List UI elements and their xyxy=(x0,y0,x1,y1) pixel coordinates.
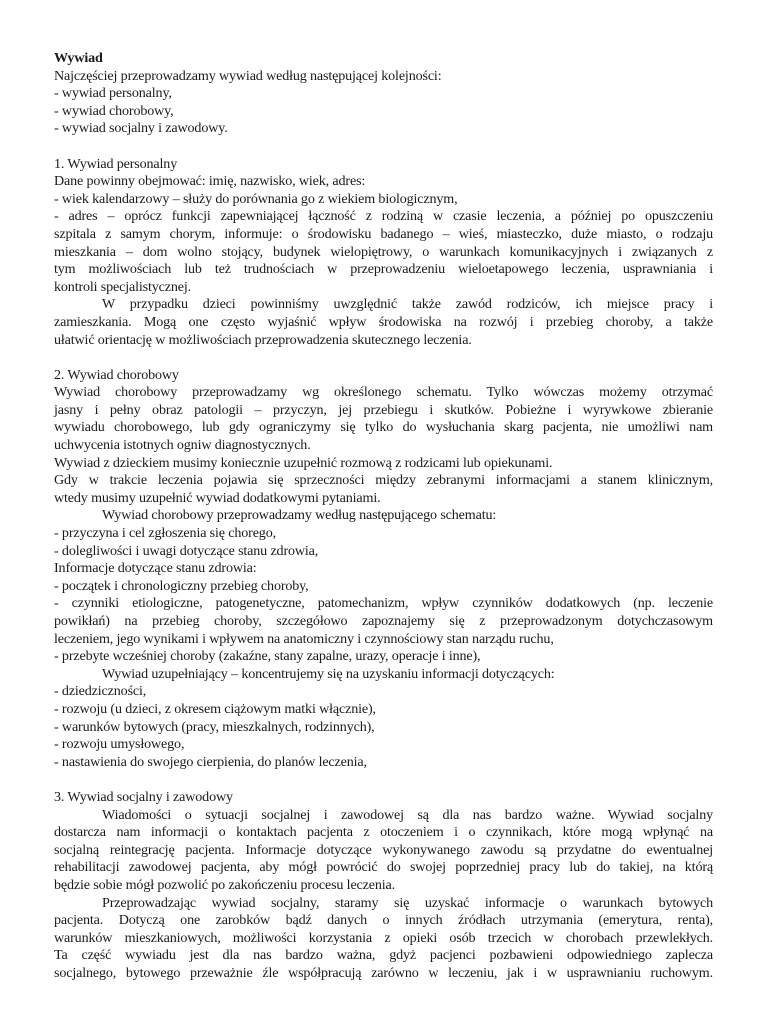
paragraph-line: Przeprowadzając wywiad socjalny, staramy się uzyskać informacje o warunkach bytowych xyxy=(102,894,713,911)
blank-line xyxy=(54,138,713,156)
paragraph-line: pacjenta. Dotyczą one zarobków bądź danych o innych źródłach utrzymania (emerytura, renta), xyxy=(54,912,713,929)
paragraph-line: Ta część wywiadu jest dla nas bardzo ważna, gdyż pacjenci pozbawieni odpowiedniego zaplecza xyxy=(54,947,713,964)
blank-line xyxy=(54,771,713,789)
intro-list-item: - wywiad chorobowy, xyxy=(54,102,174,119)
paragraph-line: dostarcza nam informacji o kontaktach pacjenta z otoczeniem i o czynnikach, które mogą wpłynąć na xyxy=(54,824,713,841)
paragraph-line: - adres – oprócz funkcji zapewniającej łączność z rodziną w czasie leczenia, a później po opuszczeniu xyxy=(54,208,713,225)
paragraph-line: Wywiad uzupełniający – koncentrujemy się na uzyskaniu informacji dotyczących: xyxy=(102,665,555,682)
paragraph-line: Wywiad chorobowy przeprowadzamy według następującego schematu: xyxy=(102,507,497,524)
intro-list-item: - wywiad socjalny i zawodowy. xyxy=(54,120,228,137)
paragraph-line: Dane powinny obejmować: imię, nazwisko, wiek, adres: xyxy=(54,173,366,190)
list-item: - początek i chronologiczny przebieg choroby, xyxy=(54,577,309,594)
paragraph-line: tym możliwościach lub też trudnościach w przeprowadzeniu wieloetapowego leczenia, usprawniania i xyxy=(54,261,713,278)
paragraph-line: powikłań) na przebieg choroby, szczegółowo zapoznajemy się z przeprowadzonym dotychczasowym xyxy=(54,613,713,629)
paragraph-line: wtedy musimy uzupełnić wywiad dodatkowymi pytaniami. xyxy=(54,489,381,506)
paragraph-line: mieszkania – dom wolno stojący, budynek wielopiętrowy, o warunkach komunikacyjnych i związanych z xyxy=(54,243,713,260)
blank-line xyxy=(54,349,713,367)
section-heading: 3. Wywiad socjalny i zawodowy xyxy=(54,788,233,805)
paragraph-line: Informacje dotyczące stanu zdrowia: xyxy=(54,560,257,577)
section-heading: 2. Wywiad chorobowy xyxy=(54,366,179,383)
paragraph-line: rehabilitacji zawodowej pacjenta, aby mógł powrócić do swojej poprzedniej pracy lub do takiej, na którą xyxy=(54,859,713,876)
paragraph-line: warunków mieszkaniowych, możliwości korzystania z opieki osób trzecich w chorobach przewlekłych. xyxy=(54,929,713,946)
paragraph-line: jasny i pełny obraz patologii – przyczyn, jej przebiegu i skutków. Pobieżne i wyrywkowe zbieranie xyxy=(54,401,713,418)
paragraph-line: szpitala z samym chorym, informuje: o środowisku badanego – wieś, miasteczko, duże miasto, o rodzaju xyxy=(54,225,713,242)
paragraph-line: będzie sobie mógł pozwolić po zakończeniu procesu leczenia. xyxy=(54,876,396,893)
paragraph-line: Wiadomości o sytuacji socjalnej i zawodowej są dla nas bardzo ważne. Wywiad socjalny xyxy=(102,806,713,823)
intro-list-item: - wywiad personalny, xyxy=(54,85,172,102)
list-item: - nastawienia do swojego cierpienia, do planów leczenia, xyxy=(54,753,367,770)
paragraph-line: W przypadku dzieci powinniśmy uwzględnić także zawód rodziców, ich miejsce pracy i xyxy=(102,296,713,313)
list-item: - czynniki etiologiczne, patogenetyczne, patomechanizm, wpływ czynników dodatkowych (np. leczenie xyxy=(54,595,713,612)
section-heading: 1. Wywiad personalny xyxy=(54,155,178,172)
list-item: - rozwoju umysłowego, xyxy=(54,736,185,753)
paragraph-line: kontroli specjalistycznej. xyxy=(54,278,191,295)
list-item: - dolegliwości i uwagi dotyczące stanu zdrowia, xyxy=(54,542,319,559)
document-title: Wywiad xyxy=(54,50,103,66)
paragraph-line: Gdy w trakcie leczenia pojawia się sprzeczności między zebranymi informacjami a stanem klinicznym, xyxy=(54,472,713,489)
list-item: - warunków bytowych (pracy, mieszkalnych, rodzinnych), xyxy=(54,718,375,735)
section-social-occupational-interview xyxy=(54,789,713,983)
paragraph-line: ułatwić orientację w możliwościach przeprowadzenia skutecznego leczenia. xyxy=(54,331,472,348)
list-item: - wiek kalendarzowy – służy do porównania go z wiekiem biologicznym, xyxy=(54,190,458,207)
paragraph-line: socjalnego, bytowego przeważnie źle współpracują zarówno w leczeniu, jak i w usprawnianiu ruchowym. xyxy=(54,964,713,981)
paragraph-line: wywiadu chorobowego, lub gdy ograniczymy się tylko do wysłuchania skarg pacjenta, nie umożliwi nam xyxy=(54,419,713,436)
list-item: - rozwoju (u dzieci, z okresem ciążowym matki włącznie), xyxy=(54,700,376,717)
paragraph-line: Wywiad z dzieckiem musimy koniecznie uzupełnić rozmową z rodzicami lub opiekunami. xyxy=(54,454,553,471)
document-body xyxy=(54,50,713,982)
paragraph-line: socjalną reintegrację pacjenta. Informacje dotyczące wykonywanego zawodu są przydatne do ewentualnej xyxy=(54,841,713,858)
list-item: - dziedziczności, xyxy=(54,683,147,700)
paragraph-line: Wywiad chorobowy przeprowadzamy wg określonego schematu. Tylko wówczas możemy otrzymać xyxy=(54,384,713,401)
paragraph-line: uchwycenia istotnych ogniw diagnostycznych. xyxy=(54,437,311,454)
intro-line: Najczęściej przeprowadzamy wywiad według następującej kolejności: xyxy=(54,67,442,84)
section-personal-interview xyxy=(54,156,713,350)
list-item: - przyczyna i cel zgłoszenia się chorego, xyxy=(54,525,276,542)
section-medical-interview xyxy=(54,367,713,772)
paragraph-line: zamieszkania. Mogą one często wyjaśnić wpływ środowiska na rozwój i przebieg choroby, a także xyxy=(54,313,713,330)
paragraph-line: leczeniem, jego wynikami i wpływem na anatomiczny i czynnościowy stan narządu ruchu, xyxy=(54,630,554,647)
list-item: - przebyte wcześniej choroby (zakaźne, stany zapalne, urazy, operacje i inne), xyxy=(54,648,481,665)
